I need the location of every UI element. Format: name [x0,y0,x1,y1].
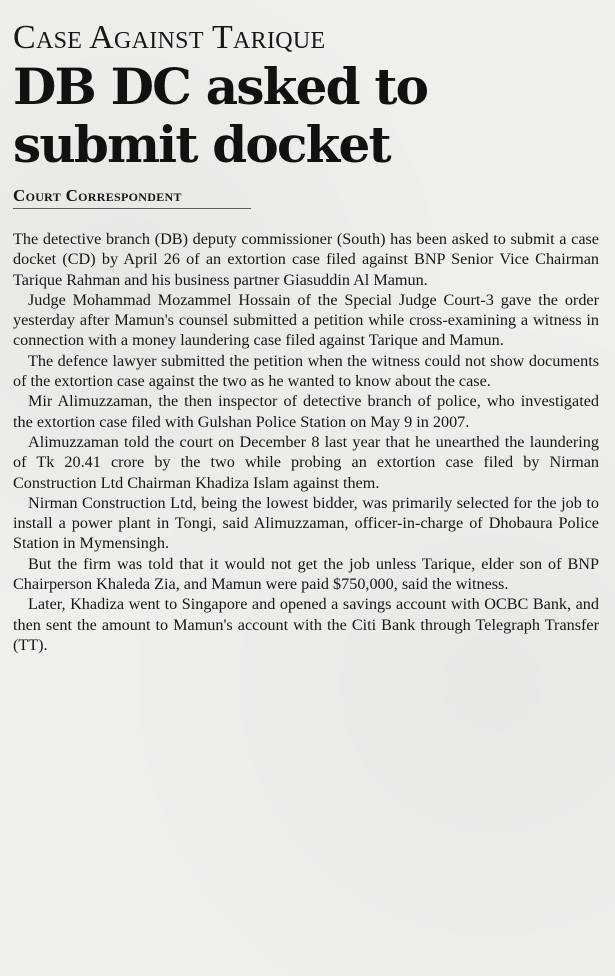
article-paragraph: Mir Alimuzzaman, the then inspector of detective branch of police, who investigated the extortion case filed with Gulshan Police Station on May 9 in 2007. [13,392,599,431]
article-paragraph: The defence lawyer submitted the petition when the witness could not show documents of the extortion case against the two as he wanted to know about the case. [13,351,599,391]
article-kicker: Case Against Tarique [13,19,326,56]
article-paragraph: Nirman Construction Ltd, being the lowest bidder, was primarily selected for the job to install a power plant in Tongi, said Alimuzzaman, officer-in-charge of Dhobaura Police Station in Mymensingh. [13,493,599,553]
article-byline: Court Correspondent [13,186,182,205]
article-headline: DB DC asked to submit docket [13,57,428,174]
byline-divider [13,208,251,209]
article-paragraph: But the firm was told that it would not get the job unless Tarique, elder son of BNP Chairperson Khaleda Zia, and Mamun were paid $750,000, said the witness. [13,554,599,594]
article-body [13,229,599,655]
article-paragraph: Later, Khadiza went to Singapore and opened a savings account with OCBC Bank, and then sent the amount to Mamun's account with the Citi Bank through Telegraph Transfer (TT). [13,595,599,654]
article-paragraph: The detective branch (DB) deputy commissioner (South) has been asked to submit a case docket (CD) by April 26 of an extortion case filed against BNP Senior Vice Chairman Tarique Rahman and his business partner Giasuddin Al Mamun. [13,230,599,289]
article-paragraph: Alimuzzaman told the court on December 8 last year that he unearthed the laundering of Tk 20.41 crore by the two while probing an extortion case filed by Nirman Construction Ltd Chairman Khadiza Islam against them. [13,432,599,492]
article-paragraph: Judge Mohammad Mozammel Hossain of the Special Judge Court-3 gave the order yesterday after Mamun's counsel submitted a petition while cross-examining a witness in connection with a money laundering case filed against Tarique and Mamun. [13,290,599,350]
